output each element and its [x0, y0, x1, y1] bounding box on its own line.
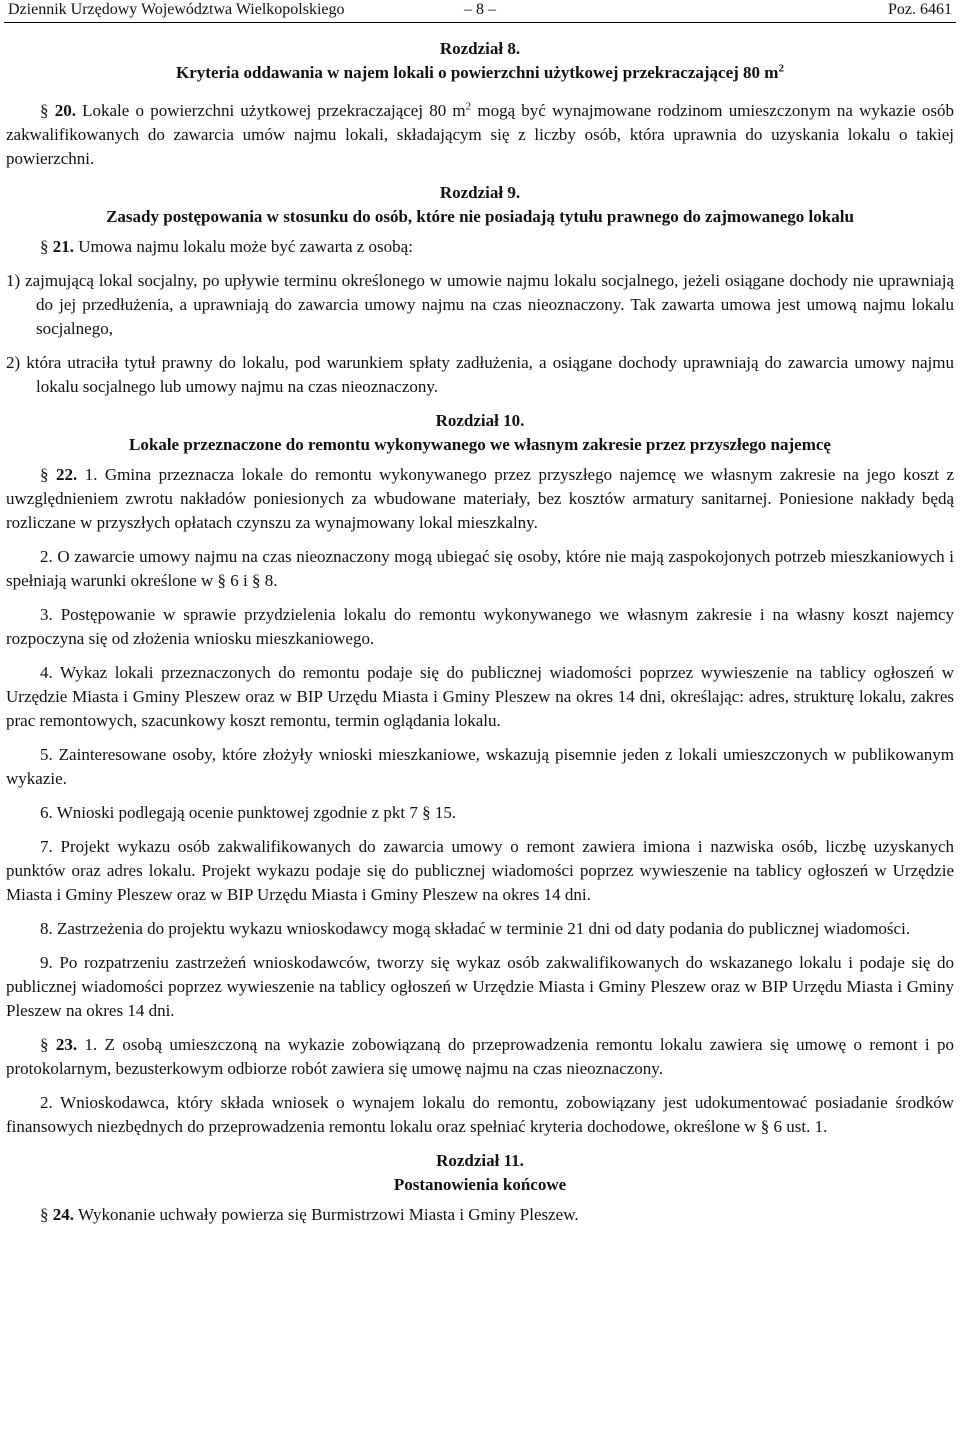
section-20-text-b: mogą być wynajmowane rodzinom umieszczonym na wykazie osób zakwalifikowanych do zawarcia umów najmu lokali, składającym się z liczby osób, która uprawnia do uzyskania lokalu o takiej powierzchni. [6, 101, 955, 168]
chapter-10-heading [6, 409, 954, 457]
section-21-item-1: 1) zajmującą lokal socjalny, po upływie terminu określonego w umowie najmu lokalu socjalnego, jeżeli osiągane dochody nie uprawniają do jej przedłużenia, a uprawniają do zawarcia umowy najmu na czas nieoznaczony. Tak zawarta umowa jest umową najmu lokalu socjalnego, [6, 271, 954, 338]
chapter-10-title: Lokale przeznaczone do remontu wykonywanego we własnym zakresie przez przyszłego najemcę [129, 435, 831, 454]
section-symbol: § [40, 1035, 49, 1054]
header-divider [4, 22, 956, 23]
section-23-point-1: 1. Z osobą umieszczoną na wykazie zobowiązaną do przeprowadzenia remontu lokalu zawiera się umowę o remont i po protokolarnym, bezusterkowym odbiorze robót zawiera się umowę najmu na czas nieoznaczony. [6, 1035, 955, 1078]
section-20-sup: 2 [465, 100, 472, 113]
section-20-text-a: Lokale o powierzchni użytkowej przekraczającej 80 m [82, 101, 466, 120]
section-22-point-6: 6. Wnioski podlegają ocenie punktowej zgodnie z pkt 7 § 15. [40, 803, 457, 822]
chapter-8-title-text: Kryteria oddawania w najem lokali o powierzchni użytkowej przekraczającej 80 m [176, 63, 779, 82]
chapter-8-heading [6, 37, 954, 85]
section-symbol: § [40, 101, 49, 120]
chapter-8-label: Rozdział 8. [439, 39, 521, 58]
section-21-number: 21. [52, 237, 74, 256]
section-22-point-9: 9. Po rozpatrzeniu zastrzeżeń wnioskodawców, tworzy się wykaz osób zakwalifikowanych do wskazanego lokalu i podaje się do publicznej wiadomości poprzez wywieszenie na tablicy ogłoszeń w Urzędzie Miasta i Gminy Pleszew oraz w BIP Urzędu Miasta i Gminy Pleszew na okres 14 dni. [6, 953, 954, 1020]
section-22-point-5: 5. Zainteresowane osoby, które złożyły wnioski mieszkaniowe, wskazują pisemnie jeden z lokali umieszczonych w publikowanym wykazie. [6, 745, 954, 788]
chapter-11-heading [6, 1149, 954, 1197]
chapter-10-label: Rozdział 10. [435, 411, 525, 430]
section-20-number: 20. [54, 101, 76, 120]
section-symbol: § [40, 237, 49, 256]
section-21-text: Umowa najmu lokalu może być zawarta z osobą: [78, 237, 413, 256]
section-22-point-8: 8. Zastrzeżenia do projektu wykazu wnioskodawcy mogą składać w terminie 21 dni od daty podania do publicznej wiadomości. [40, 919, 911, 938]
chapter-11-label: Rozdział 11. [436, 1151, 524, 1170]
section-24-number: 24. [52, 1205, 74, 1224]
page-header [8, 0, 952, 24]
section-24 [6, 1203, 954, 1227]
section-22-number: 22. [55, 465, 78, 484]
section-22-point-3: 3. Postępowanie w sprawie przydzielenia lokalu do remontu wykonywanego we własnym zakresie i na własny koszt najemcy rozpoczyna się od złożenia wniosku mieszkaniowego. [6, 605, 954, 648]
section-symbol: § [40, 465, 49, 484]
section-22 [6, 463, 954, 535]
section-23 [6, 1033, 954, 1081]
chapter-11-title: Postanowienia końcowe [393, 1175, 567, 1194]
chapter-9-title: Zasady postępowania w stosunku do osób, które nie posiadają tytułu prawnego do zajmowanego lokalu [106, 207, 854, 226]
section-23-point-2: 2. Wnioskodawca, który składa wniosek o wynajem lokalu do remontu, zobowiązany jest udokumentować posiadanie środków finansowych niezbędnych do przeprowadzenia remontu lokalu oraz spełniać kryteria dochodowe, określone w § 6 ust. 1. [6, 1093, 954, 1136]
section-22-point-1: 1. Gmina przeznacza lokale do remontu wykonywanego przez przyszłego najemcę we własnym zakresie na jego koszt z uwzględnieniem zwrotu nakładów poniesionych za wbudowane materiały, bez kosztów armatury sanitarnej. Poniesione nakłady będą rozliczane w przyszłych opłatach czynszu za wynajmowany lokal mieszkalny. [6, 465, 955, 532]
journal-title: Dziennik Urzędowy Województwa Wielkopolskiego [8, 1, 345, 18]
section-23-number: 23. [55, 1035, 78, 1054]
document-body [6, 37, 954, 1237]
section-21 [6, 235, 954, 259]
section-22-point-7: 7. Projekt wykazu osób zakwalifikowanych do zawarcia umowy o remont zawiera imiona i nazwiska osób, liczbę uzyskanych punktów oraz adres lokalu. Projekt wykazu podaje się do publicznej wiadomości poprzez wywieszenie na tablicy ogłoszeń w Urzędzie Miasta i Gminy Pleszew oraz w BIP Urzędu Miasta i Gminy Pleszew na okres 14 dni. [6, 837, 954, 904]
section-20 [6, 99, 954, 171]
section-symbol: § [40, 1205, 49, 1224]
chapter-8-title [6, 61, 954, 85]
section-24-text: Wykonanie uchwały powierza się Burmistrzowi Miasta i Gminy Pleszew. [77, 1205, 579, 1224]
chapter-9-label: Rozdział 9. [439, 183, 521, 202]
section-22-point-4: 4. Wykaz lokali przeznaczonych do remontu podaje się do publicznej wiadomości poprzez wywieszenie na tablicy ogłoszeń w Urzędzie Miasta i Gminy Pleszew oraz w BIP Urzędu Miasta i Gminy Pleszew na okres 14 dni, określając: adres, strukturę lokalu, zakres prac remontowych, szacunkowy koszt remontu, termin oglądania lokalu. [6, 663, 954, 730]
position-number: Poz. 6461 [888, 1, 952, 18]
chapter-8-title-sup: 2 [778, 62, 784, 75]
section-22-point-2: 2. O zawarcie umowy najmu na czas nieoznaczony mogą ubiegać się osoby, które nie mają zaspokojonych potrzeb mieszkaniowych i spełniają warunki określone w § 6 i § 8. [6, 547, 954, 590]
chapter-9-heading [6, 181, 954, 229]
section-21-item-2: 2) która utraciła tytuł prawny do lokalu, pod warunkiem spłaty zadłużenia, a osiągane dochody uprawniają do zawarcia umowy najmu lokalu socjalnego lub umowy najmu na czas nieoznaczony. [6, 353, 954, 396]
page-number: – 8 – [464, 1, 496, 18]
